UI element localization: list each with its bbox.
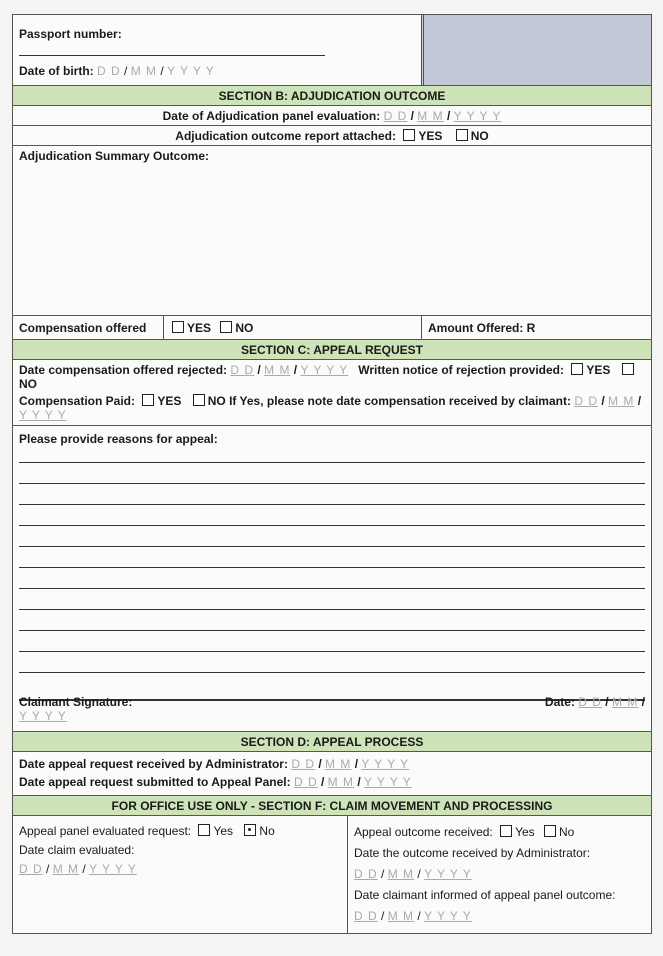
signature-field[interactable]: Claimant Signature: Y Y Y Y: [19, 695, 133, 723]
signature-date-field[interactable]: Date: D D / M M /: [544, 695, 645, 709]
office-use-row: [13, 815, 651, 933]
outcome-no-checkbox[interactable]: [544, 825, 556, 837]
paid-no-checkbox[interactable]: [193, 394, 205, 406]
write-line: [19, 504, 645, 505]
write-line: [19, 567, 645, 568]
claim-form: [12, 14, 652, 934]
reasons-lines: [13, 462, 651, 701]
appeal-reasons-area[interactable]: [13, 425, 651, 731]
eval-date-label: Date of Adjudication panel evaluation:: [162, 109, 381, 123]
office-left-cell: Appeal panel evaluated request: Yes No Date claim evaluated: D D / M M / Y Y Y Y: [13, 816, 347, 933]
evaluated-date-field[interactable]: D D / M M / Y Y Y Y: [19, 862, 137, 876]
submitted-date-field[interactable]: Date appeal request submitted to Appeal Panel: D D / M M / Y Y Y Y: [19, 775, 412, 789]
dob-dd: D D: [97, 64, 121, 78]
notice-yes-checkbox[interactable]: [571, 363, 583, 375]
dob-yyyy: Y Y Y Y: [167, 64, 215, 78]
paid-date-label: If Yes, please note date compensation received by claimant:: [229, 394, 571, 408]
comp-offered-label: Compensation offered: [19, 321, 147, 335]
report-attached-row: Adjudication outcome report attached: YES NO: [13, 125, 651, 145]
section-b-header: SECTION B: ADJUDICATION OUTCOME: [13, 85, 651, 105]
write-line: [19, 546, 645, 547]
evaluated-no-checkbox[interactable]: [244, 824, 256, 836]
comp-offered-options: YES NO: [163, 316, 421, 339]
notice-label: Written notice of rejection provided:: [358, 363, 564, 377]
paid-yes-checkbox[interactable]: [142, 394, 154, 406]
write-line: [19, 483, 645, 484]
office-right-cell: Appeal outcome received: Yes No Date the outcome received by Administrator: D D / M M / Y Y Y Y Date claimant informed of appeal panel outcome: D D / M M / Y Y Y Y: [347, 816, 651, 933]
rejection-row: Date compensation offered rejected: D D / M M / Y Y Y Y Written notice of rejection provided: YES NO: [13, 359, 651, 391]
reasons-label: Please provide reasons for appeal:: [19, 432, 218, 446]
outcome-yes-checkbox[interactable]: [500, 825, 512, 837]
notice-no-checkbox[interactable]: [622, 363, 634, 375]
summary-outcome-label: Adjudication Summary Outcome:: [19, 149, 210, 163]
write-line: [19, 462, 645, 463]
report-yes-checkbox[interactable]: [403, 129, 415, 141]
photo-box: [421, 15, 651, 85]
received-date-field[interactable]: Date appeal request received by Administrator: D D / M M / Y Y Y Y: [19, 757, 410, 771]
rejected-date-label: Date compensation offered rejected:: [19, 363, 228, 377]
comp-yes-checkbox[interactable]: [172, 321, 184, 333]
admin-received-date-field[interactable]: D D / M M / Y Y Y Y: [354, 867, 472, 881]
dob-field[interactable]: Date of birth: D D / M M / Y Y Y Y: [19, 64, 215, 78]
eval-date-row[interactable]: Date of Adjudication panel evaluation: D D / M M / Y Y Y Y: [13, 105, 651, 125]
informed-date-field[interactable]: D D / M M / Y Y Y Y: [354, 909, 472, 923]
report-attached-label: Adjudication outcome report attached:: [175, 129, 396, 143]
passport-label: Passport number:: [19, 27, 122, 41]
write-line: [19, 588, 645, 589]
amount-offered-field[interactable]: Amount Offered: R: [421, 316, 651, 339]
summary-outcome-area[interactable]: [13, 145, 651, 315]
write-line: [19, 630, 645, 631]
paid-label: Compensation Paid:: [19, 394, 136, 408]
section-c-header: SECTION C: APPEAL REQUEST: [13, 339, 651, 359]
dob-label: Date of birth:: [19, 64, 94, 78]
appeal-process-rows: [13, 751, 651, 795]
section-f-header: FOR OFFICE USE ONLY - SECTION F: CLAIM MOVEMENT AND PROCESSING: [13, 795, 651, 815]
section-d-header: SECTION D: APPEAL PROCESS: [13, 731, 651, 751]
dob-mm: M M: [130, 64, 158, 78]
write-line: [19, 672, 645, 673]
write-line: [19, 609, 645, 610]
passport-number-line[interactable]: [19, 55, 325, 56]
paid-row: Compensation Paid: YES NO If Yes, please note date compensation received by claimant: D D / M M / Y Y Y Y: [19, 394, 642, 422]
write-line: [19, 651, 645, 652]
compensation-offered-row: [13, 315, 651, 339]
evaluated-yes-checkbox[interactable]: [198, 824, 210, 836]
comp-no-checkbox[interactable]: [220, 321, 232, 333]
personal-details-row: [13, 15, 651, 85]
passport-cell: [13, 15, 421, 85]
write-line: [19, 525, 645, 526]
report-no-checkbox[interactable]: [456, 129, 468, 141]
